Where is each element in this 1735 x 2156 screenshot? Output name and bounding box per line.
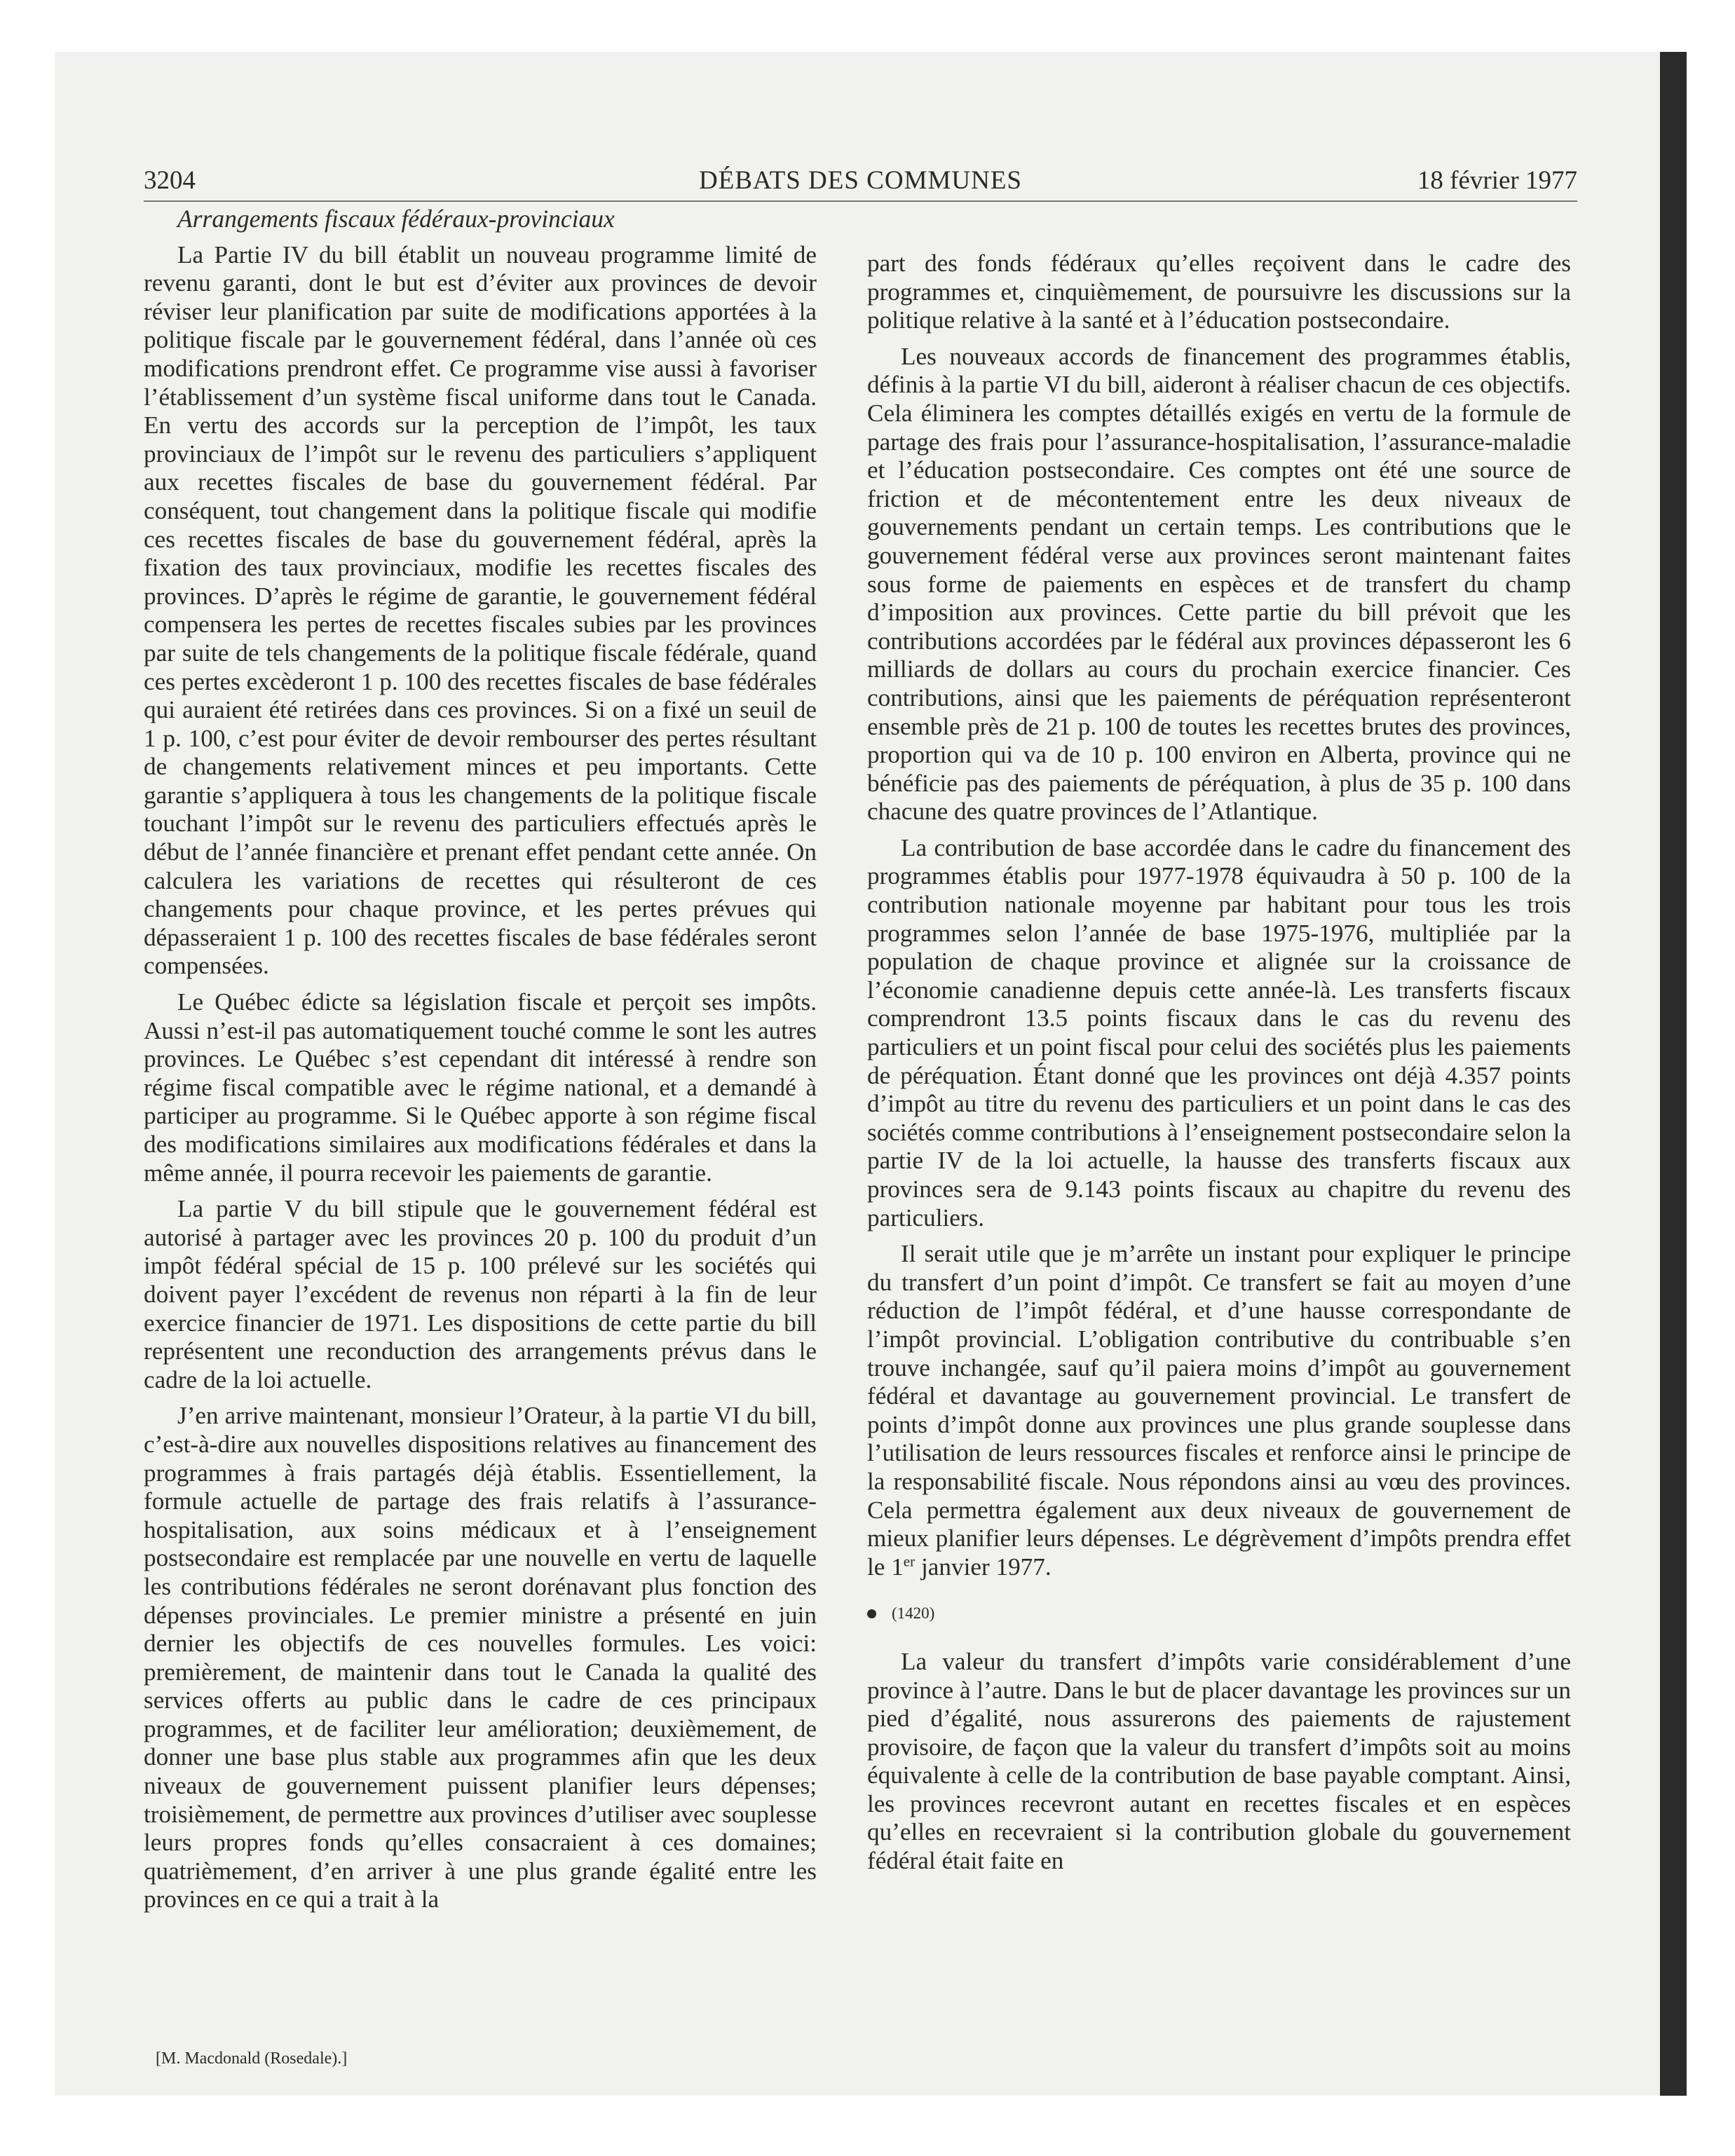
paragraph: La valeur du transfert d’impôts varie considérablement d’une province à l’autre. Dans le but de placer davantage les provinces sur un pied d’égalité, nous assurerons des paiements de rajustement provisoire, de façon que la valeur du transfert d’impôts soit au moins équivalente à celle de la contribution de base payable comptant. Ainsi, les provinces recevront autant en recettes fiscales et en espèces qu’elles en recevraient si la contribution globale du gouvernement fédéral était faite en — [867, 1647, 1571, 1875]
scan-edge-bar — [1660, 52, 1687, 2096]
paragraph-continuation: part des fonds fédéraux qu’elles reçoivent dans le cadre des programmes et, cinquièmement, de poursuivre les discussions sur la politique relative à la santé et à l’éducation postsecondaire. — [867, 250, 1571, 334]
paragraph: La contribution de base accordée dans le cadre du financement des programmes établis pour 1977-1978 équivaudra à 50 p. 100 de la contribution nationale moyenne par habitant pour tous les trois programmes selon l’année de base 1975-1976, multipliée par la population de chaque province et alignée sur la croissance de l’économie canadienne depuis cette année-là. Les transferts fiscaux comprendront 13.5 points fiscaux dans le cas du revenu des particuliers et un point fiscal pour celui des sociétés plus les paiements de péréquation. Étant donné que les provinces ont déjà 4.357 points d’impôt au titre du revenu des particuliers et un point dans le cas des sociétés comme contributions à l’enseignement postsecondaire selon la partie IV de la loi actuelle, la hausse des transferts fiscaux aux provinces sera de 9.143 points fiscaux au chapitre du revenu des particuliers. — [867, 833, 1571, 1231]
paragraph-text: Il serait utile que je m’arrête un instant pour expliquer le principe du transfert d’un point d’impôt. Ce transfert se fait au moyen d’une réduction de l’impôt fédéral, et d’une hausse correspondante de l’impôt provincial. L’obligation contributive du contribuable s’en trouve inchangée, sauf qu’il paiera moins d’impôt au gouvernement fédéral et davantage au gouvernement provincial. Le transfert de points d’impôt donne aux provinces une plus grande souplesse dans l’utilisation de leurs ressources fiscales et renforce ainsi le principe de la responsabilité fiscale. Nous répondons ainsi au vœu des provinces. Cela permettra également aux deux niveaux de gouvernement de mieux planifier leurs dépenses. Le dégrèvement d’impôts prendra effet le 1 — [867, 1240, 1571, 1581]
paragraph: La Partie IV du bill établit un nouveau programme limité de revenu garanti, dont le but est d’éviter aux provinces de devoir réviser leur planification par suite de modifications apportées à la politique fiscale par le gouvernement fédéral, dans l’année où ces modifications prendront effet. Ce programme vise aussi à favoriser l’établissement d’un système fiscal uniforme dans tout le Canada. En vertu des accords sur la perception de l’impôt, les taux provinciaux de l’impôt sur le revenu des particuliers s’appliquent aux recettes fiscales de base du gouvernement fédéral. Par conséquent, tout changement dans la politique fiscale qui modifie ces recettes fiscales de base du gouvernement fédéral, après la fixation des taux provinciaux, modifie les recettes fiscales des provinces. D’après le régime de garantie, le gouvernement fédéral compensera les pertes de recettes fiscales subies par les provinces par suite de tels changements de la politique fiscale fédérale, quand ces pertes excèderont 1 p. 100 des recettes fiscales de base fédérales qui auraient été retirées dans ces provinces. Si on a fixé un seuil de 1 p. 100, c’est pour éviter de devoir rembourser des pertes résultant de changements relativement minces et peu importants. Cette garantie s’appliquera à tous les changements de la politique fiscale touchant l’impôt sur le revenu des particuliers effectués après le début de l’année financière et prenant effet pendant cette année. On calculera les variations de recettes qui résulteront de ces changements pour chaque province, et les pertes prévues qui dépasseraient 1 p. 100 des recettes fiscales de base fédérales seront compensées. — [144, 240, 817, 980]
right-column — [867, 250, 1571, 1883]
paragraph: J’en arrive maintenant, monsieur l’Orateur, à la partie VI du bill, c’est-à-dire aux nouvelles dispositions relatives au financement des programmes à frais partagés déjà établis. Essentiellement, la formule actuelle de partage des frais relatifs à l’assurance-hospitalisation, aux soins médicaux et à l’enseignement postsecondaire est remplacée par une nouvelle en vertu de laquelle les contributions fédérales ne seront dorénavant plus fonction des dépenses provinciales. Le premier ministre a présenté en juin dernier les objectifs de ces nouvelles formules. Les voici: premièrement, de maintenir dans tout le Canada la qualité des services offerts au public dans le cadre de ces principaux programmes, et de faciliter leur amélioration; deuxièmement, de donner une base plus stable aux programmes afin que les deux niveaux de gouvernement puissent planifier leurs dépenses; troisièmement, de permettre aux provinces d’utiliser avec souplesse leurs propres fonds qu’elles consacraient à ces domaines; quatrièmement, d’en arriver à une plus grande égalité entre les provinces en ce qui a trait à la — [144, 1402, 817, 1913]
speaker-attribution: [M. Macdonald (Rosedale).] — [156, 2049, 348, 2068]
ordinal-superscript: er — [903, 1552, 916, 1569]
page-header — [144, 165, 1577, 202]
publication-title: DÉBATS DES COMMUNES — [698, 166, 1022, 195]
time-stamp: (1420) — [892, 1604, 935, 1623]
bullet-icon — [867, 1609, 876, 1618]
paragraph-text-end: janvier 1977. — [915, 1553, 1052, 1581]
paragraph: Le Québec édicte sa législation fiscale et perçoit ses impôts. Aussi n’est-il pas automatiquement touché comme le sont les autres provinces. Le Québec s’est cependant dit intéressé à rendre son régime fiscal compatible avec le régime national, et a demandé à participer au programme. Si le Québec apporte à son régime fiscal des modifications similaires aux modifications fédérales et dans la même année, il pourra recevoir les paiements de garantie. — [144, 988, 817, 1187]
publication-date: 18 février 1977 — [1417, 166, 1577, 195]
left-column — [144, 205, 817, 1922]
page-number: 3204 — [144, 166, 196, 195]
section-title: Arrangements fiscaux fédéraux-provinciaux — [177, 205, 615, 233]
paragraph: Les nouveaux accords de financement des programmes établis, définis à la partie VI du bill, aideront à réaliser chacun de ces objectifs. Cela éliminera les comptes détaillés exigés en vertu de la formule de partage des frais pour l’assurance-hospitalisation, l’assurance-maladie et l’éducation postsecondaire. Ces comptes ont été une source de friction et de mécontentement entre les deux niveaux de gouvernements pendant un certain temps. Les contributions que le gouvernement fédéral verse aux provinces seront maintenant faites sous forme de paiements en espèces et de transfert du champ d’imposition aux provinces. Cette partie du bill prévoit que les contributions accordées par le fédéral aux provinces dépasseront les 6 milliards de dollars au cours du prochain exercice financier. Ces contributions, ainsi que les paiements de péréquation représenteront ensemble près de 21 p. 100 de toutes les recettes brutes des provinces, proportion qui va de 10 p. 100 environ en Alberta, province qui ne bénéficie pas des paiements de péréquation, à plus de 35 p. 100 dans chacune des quatre provinces de l’Atlantique. — [867, 342, 1571, 826]
paragraph — [867, 1240, 1571, 1581]
paragraph: La partie V du bill stipule que le gouvernement fédéral est autorisé à partager avec les provinces 20 p. 100 du produit d’un impôt fédéral spécial de 15 p. 100 prélevé sur les sociétés qui doivent payer l’excédent de revenus non réparti à la fin de leur exercice financier de 1971. Les dispositions de cette partie du bill représentent une reconduction des arrangements prévus dans le cadre de la loi actuelle. — [144, 1195, 817, 1393]
time-marker — [867, 1599, 1571, 1628]
